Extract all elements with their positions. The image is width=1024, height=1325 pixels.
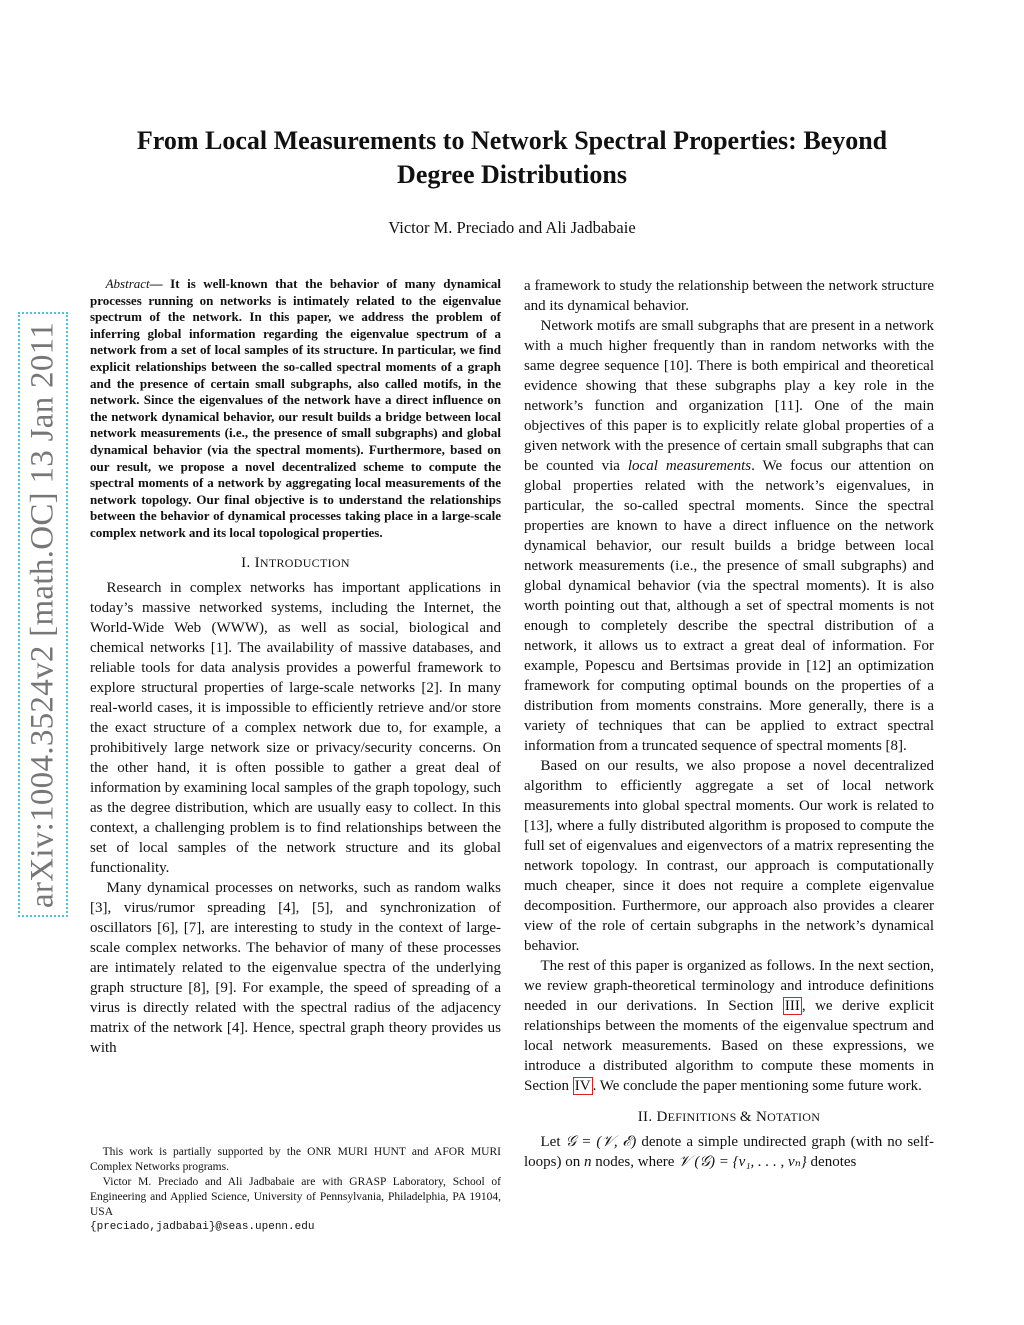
section-heading-definitions: II. DEFINITIONS & NOTATION [637, 1109, 821, 1125]
abstract-text: — It is well-known that the behavior of many dynamical processes running on networks is intimately related to the eigenvalue spectrum of the network. In this paper, we address the problem of inferring global information regarding the eigenvalue spectrum of a network from a set of local samples of its structure. In particular, we find explicit relationships between the so-called spectral moments of a graph and the presence of certain small subgraphs, also called motifs, in the network. Since the eigenvalues of the network have a direct influence on the network dynamical behavior, our result builds a bridge between local network measurements (i.e., the presence of small subgraphs) and global dynamical behavior (via the spectral moments). Furthermore, based on our result, we propose a novel decentralized scheme to compute the spectral moments of a network by aggregating local measurements of the network topology. Our final objective is to understand the relationships between the behavior of dynamical processes taking place in a large-scale complex network and its local topological properties. [90, 276, 501, 540]
title-line-1: From Local Measurements to Network Spectral Properties: Beyond [136, 126, 888, 155]
footnote-funding: This work is partially supported by the ONR MURI HUNT and AFOR MURI Complex Networks programs. [90, 1146, 501, 1173]
abstract-label: Abstract [105, 276, 150, 291]
decentralized-paragraph: Based on our results, we also propose a novel decentralized algorithm to efficiently aggregate a set of local network measurements into global spectral moments. Our work is related to [13], where a fully distributed algorithm is proposed to compute the full set of eigenvalues and eigenvectors of a matrix representing the network topology. In contrast, our approach is computationally much cheaper, since it does not require a complete eigenvalue decomposition. Furthermore, our approach also provides a clearer view of the role of certain subgraphs in the network’s dynamical behavior. [524, 758, 934, 954]
footnote-affiliation: Victor M. Preciado and Ali Jadbabaie are with GRASP Laboratory, School of Engineering and Applied Science, University of Pennsylvania, Philadelphia, PA 19104, USA [90, 1176, 501, 1218]
graph-definition-math: 𝒢 = (𝒱, ℰ) [565, 1134, 637, 1150]
intro-paragraph-1: Research in complex networks has important applications in today’s massive networked systems, including the Internet, the World-Wide Web (WWW), as well as social, biological and chemical networks [1]. The availability of massive databases, and reliable tools for data analysis provides a powerful framework to explore structural properties of large-scale networks [2]. In many real-world cases, it is impossible to efficiently retrieve and/or store the exact structure of a complex network due to, for example, a prohibitively large network size or privacy/security concerns. On the other hand, it is often possible to gather a great deal of information by examining local samples of the graph topology, such as the degree distribution, which are usually easy to collect. In this context, a challenging problem is to find relationships between the set of local samples of the network structure and its global functionality. [90, 579, 501, 876]
title-line-2: Degree Distributions [397, 160, 627, 189]
intro-paragraph-2: Many dynamical processes on networks, such as random walks [3], virus/rumor spreading [4], [5], and synchronization of oscillators [6], [7], are interesting to study in the context of large-scale complex networks. The behavior of many of these processes are intimately related to the eigenvalue spectra of the underlying graph structure [8], [9]. For example, the speed of spreading of a virus is directly related with the spectral radius of the adjacency matrix of the network [4]. Hence, spectral graph theory provides us with [90, 879, 501, 1056]
authors: Victor M. Preciado and Ali Jadbabaie [388, 218, 636, 237]
local-measurements-emphasis: local measurements [627, 458, 752, 474]
left-column [90, 276, 501, 1058]
arxiv-stamp [18, 312, 68, 917]
node-count-math: n [584, 1154, 592, 1170]
section-ref-link[interactable]: IV [574, 1078, 591, 1094]
section-heading-introduction: I. INTRODUCTION [241, 554, 350, 571]
right-paragraph-0: a framework to study the relationship between the network structure and its dynamical behavior. [524, 278, 934, 314]
footnote [90, 1145, 501, 1235]
paper-title [100, 124, 924, 192]
vertex-set-math: 𝒱 (𝒢) = {v₁, . . . , vₙ} [678, 1154, 807, 1170]
abstract [90, 276, 501, 542]
footnote-email: {preciado,jadbabai}@seas.upenn.edu [90, 1221, 315, 1233]
section-ref-link[interactable]: III [784, 998, 800, 1014]
right-column [524, 276, 934, 1172]
motifs-paragraph: Network motifs are small subgraphs that are present in a network with a much higher frequently than in random networks with the same degree sequence [10]. There is both empirical and theoretical evidence showing that these subgraphs play a key role in the network’s function and organization [11]. One of the main objectives of this paper is to explicitly relate global properties of a given network with the presence of certain small subgraphs that can be counted via local measurements. We focus our attention on global properties related with the network’s eigenvalues, in particular, the so-called spectral moments. Since the spectral properties are known to have a direct influence on the network dynamical behavior, our result builds a bridge between local network measurements (i.e., the presence of small subgraphs) and global dynamical behavior (via the spectral moments). It is also worth pointing out that, although a set of spectral moments is not enough to completely describe the spectral distribution of a network, it allows us to extract a great deal of information. For example, Popescu and Bertsimas provide in [12] an optimization framework for computing optimal bounds on the properties of a distribution from moments constrains. More generally, there is a variety of techniques that can be applied to extract spectral information from a truncated sequence of spectral moments [8]. [524, 318, 934, 754]
organization-paragraph: The rest of this paper is organized as follows. In the next section, we review graph-theoretical terminology and introduce definitions needed in our derivations. In Section III , we derive explicit relationships between the moments of the eigenvalue spectrum and local network measurements. Based on these expressions, we introduce a distributed algorithm to compute these moments in Section IV . We conclude the paper mentioning some future work. [524, 958, 934, 1094]
arxiv-id: arXiv:1004.3524v2 [math.OC] 13 Jan 2011 [24, 321, 61, 908]
definitions-paragraph: Let 𝒢 = (𝒱, ℰ) denote a simple undirected graph (with no self-loops) on n nodes, where 𝒱 (𝒢) = {v₁, . . . , vₙ} denotes [524, 1134, 934, 1170]
